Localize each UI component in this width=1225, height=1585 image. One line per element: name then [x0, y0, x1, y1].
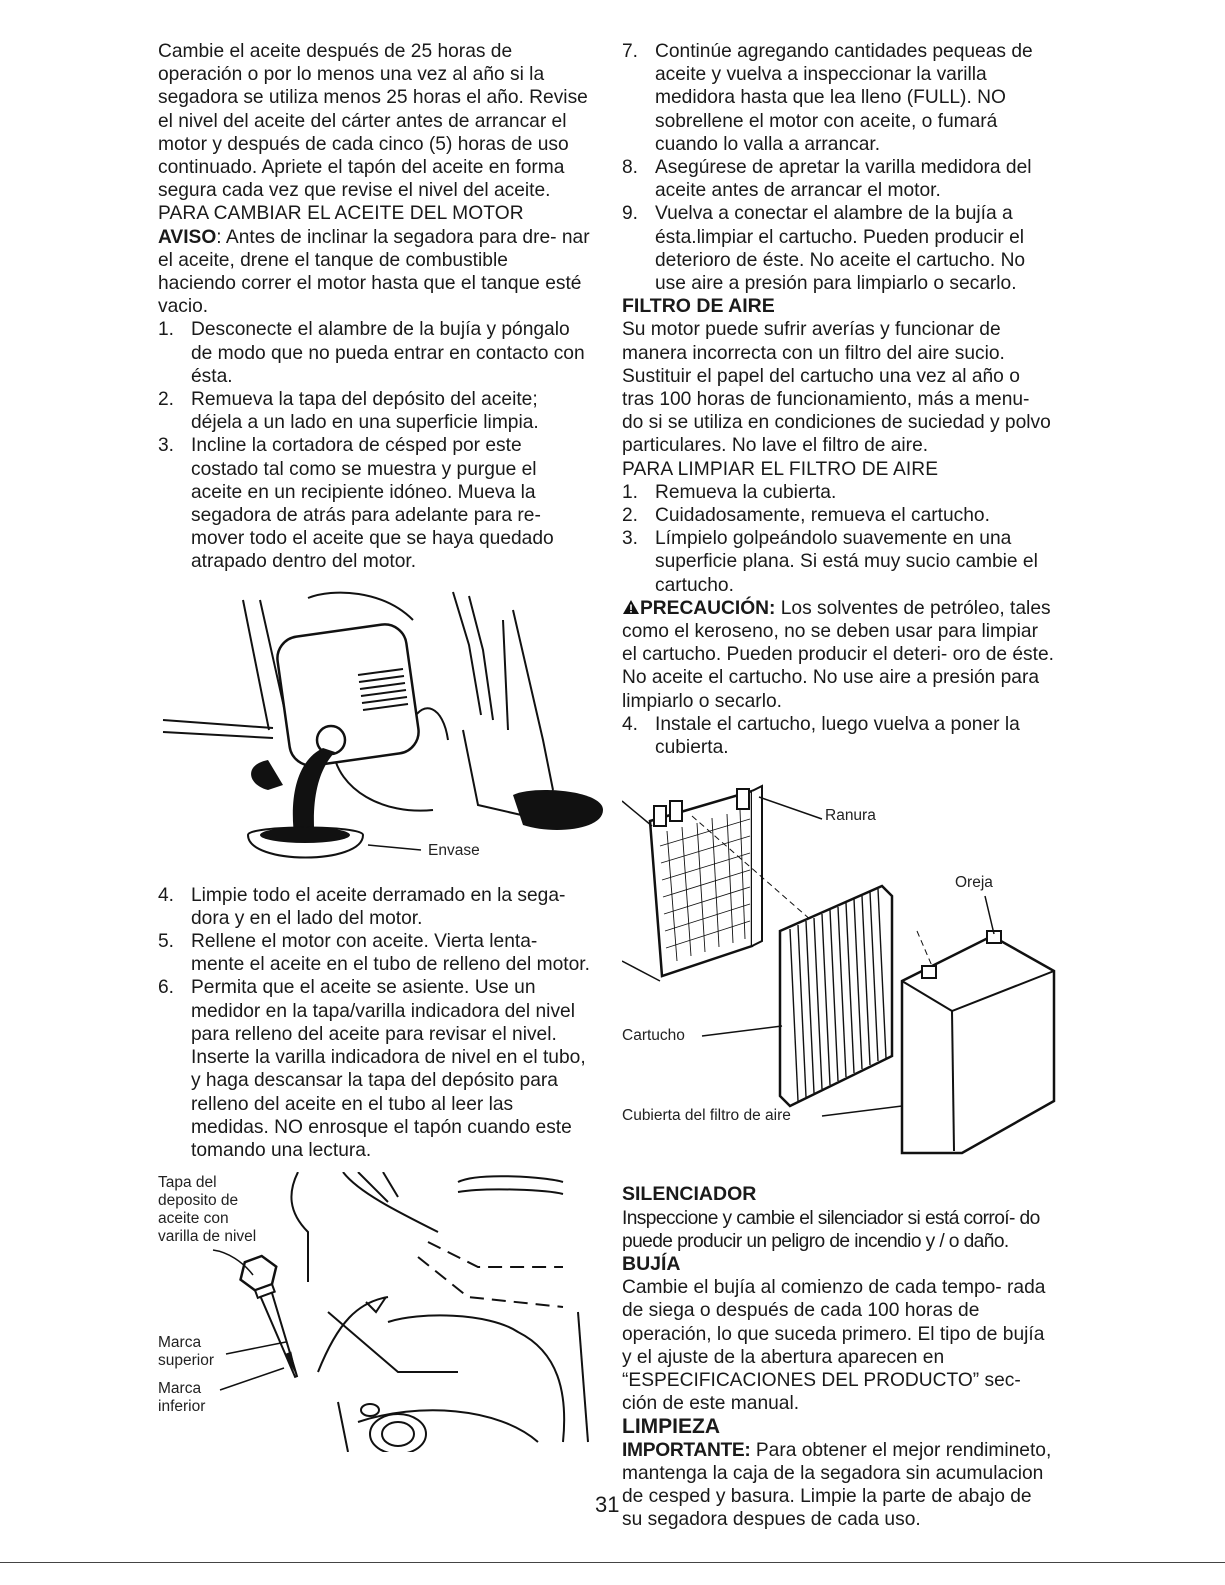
cartridge-label: Cartucho	[622, 1027, 685, 1045]
oil-steps-7-9	[622, 40, 1054, 295]
list-item	[622, 527, 1054, 597]
filter-cover-label: Cubierta del filtro de aire	[622, 1107, 791, 1125]
filter-step-4	[622, 713, 1054, 759]
muffler-heading: SILENCIADOR	[622, 1183, 757, 1206]
step-text: Continúe agregando cantidades pequeas de aceite y vuelva a inspeccionar la varilla medidora hasta que lea lleno (FULL). NO sobrellene el motor con aceite, o fumará cuando lo valla a arrancar.	[655, 41, 1033, 155]
list-item	[158, 318, 590, 388]
aviso-paragraph	[158, 226, 590, 319]
upper-mark-label: Marca superior	[158, 1334, 214, 1370]
list-item	[158, 930, 590, 976]
list-item	[622, 713, 1054, 759]
step-text: Incline la cortadora de césped por este costado tal como se muestra y purgue el aceite en un recipiente idóneo. Mueva la segadora de atrás para adelante para re- mover todo el aceite que se haya quedado atrapado dentro del motor.	[191, 435, 554, 573]
aviso-text: : Antes de inclinar la segadora para dre- nar el aceite, drene el tanque de combustible haciendo correr el motor hasta que el tanque esté vacio.	[158, 226, 590, 318]
step-number: 5.	[158, 931, 175, 953]
step-text: Límpielo golpeándolo suavemente en una superficie plana. Si está muy sucio cambie el cartucho.	[655, 528, 1038, 596]
step-text: Instale el cartucho, luego vuelva a poner la cubierta.	[655, 713, 1020, 759]
warning-triangle-icon	[622, 599, 640, 615]
muffler-paragraph: Inspeccione y cambie el silenciador si está corroí- do puede producir un peligro de incendio y / o daño.	[622, 1207, 1040, 1252]
list-item	[622, 40, 1054, 156]
clean-filter-heading: PARA LIMPIAR EL FILTRO DE AIRE	[622, 458, 939, 480]
step-number: 8.	[622, 157, 639, 179]
step-number: 3.	[158, 435, 175, 457]
dipstick-figure	[158, 1172, 598, 1452]
list-item	[158, 976, 590, 1162]
step-number: 4.	[158, 884, 175, 906]
list-item	[622, 156, 1054, 202]
page-number: 31	[595, 1492, 620, 1517]
list-item	[158, 434, 590, 573]
important-label: IMPORTANTE:	[622, 1439, 751, 1461]
air-filter-figure	[622, 771, 1062, 1181]
step-number: 2.	[622, 505, 639, 527]
spark-plug-heading: BUJÍA	[622, 1252, 681, 1275]
air-filter-paragraph: Su motor puede sufrir averías y funcionar de manera incorrecta con un filtro del aire sucio. Sustituir el papel del cartucho una vez al año o tras 100 horas de funcionamiento, más a menu- do si se utiliza en condiciones de suciedad y polvo particulares. No lave el filtro de aire.	[622, 319, 1051, 457]
oil-change-heading: PARA CAMBIAR EL ACEITE DEL MOTOR	[158, 203, 524, 225]
container-label: Envase	[428, 841, 480, 859]
step-number: 7.	[622, 41, 639, 62]
step-number: 1.	[622, 481, 639, 503]
cleaning-heading: LIMPIEZA	[622, 1415, 720, 1439]
filter-steps-1-3	[622, 481, 1054, 597]
oil-steps-4-6	[158, 884, 590, 1162]
cap-dipstick-label: Tapa del deposito de aceite con varilla de nivel	[158, 1174, 257, 1246]
oil-drain-illustration	[83, 580, 603, 882]
step-text: Permita que el aceite se asiente. Use un medidor en la tapa/varilla indicadora del nivel para relleno del aceite para revisar el nivel. Inserte la varilla indicadora de nivel en el tubo, y haga descansar la tapa del depósito para relleno del aceite en el tubo al leer las medidas. NO enrosque el tapón cuando este tomando una lectura.	[191, 977, 586, 1161]
step-number: 3.	[622, 528, 639, 550]
oil-intro-paragraph: Cambie el aceite después de 25 horas de operación o por lo menos una vez al año si la segadora se utiliza menos 25 horas el año. Revise el nivel del aceite del cárter antes de arrancar el motor y después de cada cinco (5) horas de uso continuado. Apriete el tapón del aceite en forma segura cada vez que revise el nivel del aceite.	[158, 41, 588, 202]
step-number: 2.	[158, 389, 175, 411]
step-text: Rellene el motor con aceite. Vierta lenta- mente el aceite en el tubo de relleno del motor.	[191, 931, 590, 976]
tab-label: Oreja	[955, 874, 993, 892]
air-filter-heading: FILTRO DE AIRE	[622, 295, 775, 318]
step-text: Remueva la tapa del depósito del aceite; déjela a un lado en una superficie limpia.	[191, 389, 539, 434]
list-item	[622, 481, 1054, 504]
step-number: 9.	[622, 203, 639, 225]
step-number: 1.	[158, 319, 175, 341]
oil-steps-1-3	[158, 318, 590, 573]
step-text: Vuelva a conectar el alambre de la bujía a ésta.limpiar el cartucho. Pueden producir el deterioro de éste. No aceite el cartucho. No use aire a presión para limpiarlo o secarlo.	[655, 203, 1026, 295]
step-number: 6.	[158, 977, 175, 999]
list-item	[622, 504, 1054, 527]
spark-plug-paragraph: Cambie el bujía al comienzo de cada tempo- rada de siega o después de cada 100 horas de operación, lo que suceda primero. El tipo de bujía y el ajuste de la abertura aparecen en “ESPECIFICACIONES DEL PRODUCTO” sec- ción de este manual.	[622, 1277, 1046, 1415]
step-text: Asegúrese de apretar la varilla medidora del aceite antes de arrancar el motor.	[655, 157, 1032, 202]
right-column	[622, 40, 1054, 1531]
step-text: Limpie todo el aceite derramado en la sega- dora y en el lado del motor.	[191, 884, 566, 929]
left-column	[158, 40, 590, 1452]
aviso-label: AVISO	[158, 226, 217, 248]
caution-paragraph	[622, 597, 1054, 713]
step-text: Cuidadosamente, remueva el cartucho.	[655, 505, 990, 527]
step-text: Remueva la cubierta.	[655, 481, 837, 503]
lower-mark-label: Marca inferior	[158, 1380, 206, 1416]
step-text: Desconecte el alambre de la bujía y póngalo de modo que no pueda entrar en contacto con ésta.	[191, 319, 585, 387]
list-item	[158, 884, 590, 930]
caution-text: Los solventes de petróleo, tales como el keroseno, no se deben usar para limpiar el cartucho. Pueden producir el deteri- oro de éste. No aceite el cartucho. No use aire a presión para limpiarlo o secarlo.	[622, 597, 1054, 712]
step-number: 4.	[622, 713, 639, 735]
important-paragraph	[622, 1439, 1054, 1532]
caution-label: PRECAUCIÓN:	[640, 597, 776, 619]
slot-label: Ranura	[825, 807, 876, 825]
list-item	[158, 388, 590, 434]
oil-drain-figure	[83, 580, 603, 882]
important-text: Para obtener el mejor rendimineto, mantenga la caja de la segadora sin acumulacion de cesped y basura. Limpie la parte de abajo de su segadora despues de cada uso.	[622, 1439, 1052, 1531]
list-item	[622, 202, 1054, 295]
bottom-rule	[0, 1562, 1225, 1563]
